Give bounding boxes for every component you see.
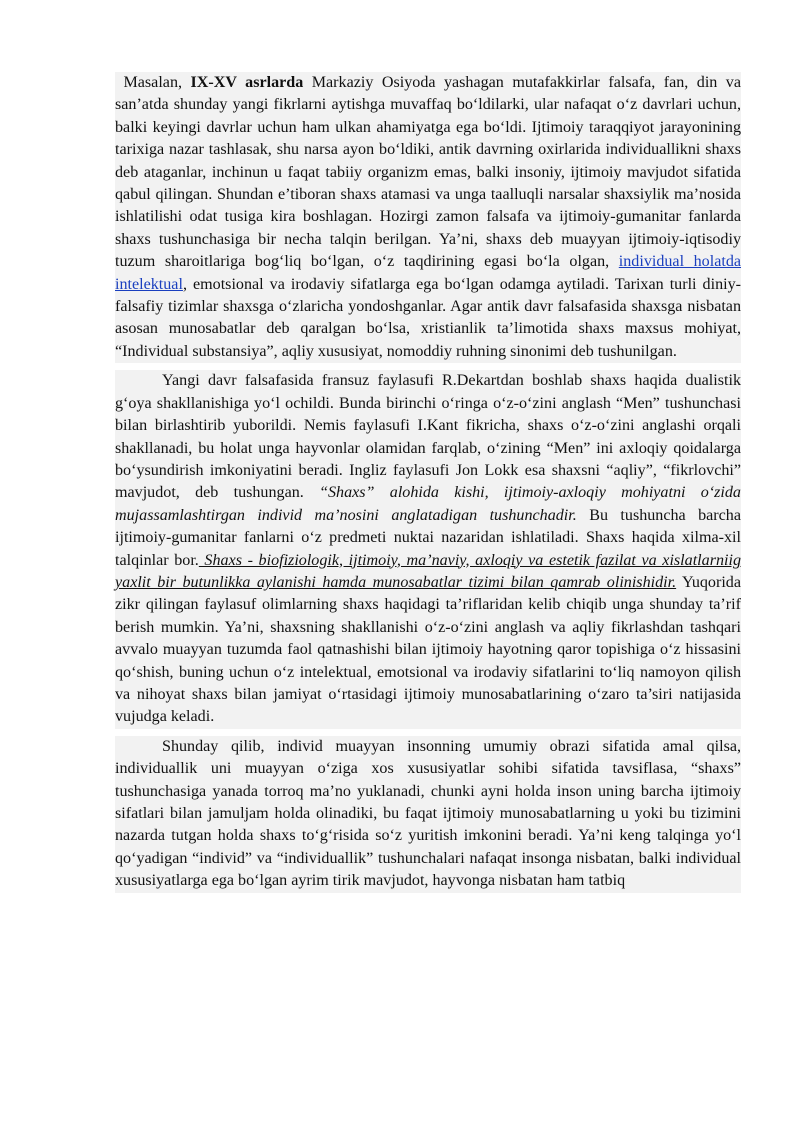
paragraph-2 — [115, 370, 741, 729]
paragraph-2-text-a: Yangi davr falsafasida fransuz faylasufi R.Dekartdan boshlab shaxs haqida dualistik g‘oya shakllanishiga yo‘l ochildi. Bunda birinchi o‘ringa o‘z-o‘zini anglash “Men” tushunchasi bilan birlashtirib yuborildi. Nemis faylasufi I.Kant fikricha, shaxs o‘z-o‘zini anglashi orqali shakllanadi, bu holat unga hayvonlar olamidan farqlab, o‘zining “Men” ini axloqiy qoidalarga bo‘ysundirish imkoniyatini beradi. Ingliz faylasufi Jon Lokk esa shaxsni “aqliy”, “fikrlovchi” mavjudot, deb tushungan. — [115, 372, 741, 502]
document-page — [115, 72, 741, 900]
paragraph-1 — [115, 72, 741, 363]
individual-intellectual-link[interactable]: individual holatda intelektual — [115, 253, 742, 293]
shaxs-italic-definition: “Shaxs” alohida kishi, ijtimoiy-axloqiy mohiyatni o‘zida mujassamlashtirgan individ ma’nosini anglatadigan tushunchadir. — [115, 484, 741, 524]
shaxs-underlined-definition: Shaxs - biofiziologik, ijtimoiy, ma’naviy, axloqiy va estetik fazilat va xislatlarniig yaxlit bir butunlikka aylanishi hamda munosabatlar tizimi bilan qamrab olinishidir. — [115, 551, 741, 591]
paragraph-3-text: Shunday qilib, individ muayyan insonning umumiy obrazi sifatida amal qilsa, individuallik uni muayyan o‘ziga xos xususiyatlar sohibi sifatida tavsiflasa, “shaxs” tushunchasiga yanada torroq ma’no yuklanadi, chunki ayni holda inson uning barcha ijtimoiy sifatlari bilan jamuljam holda olinadiki, bu faqat ijtimoiy munosabatlarning u yoki bu tizimini nazarda tutgan holda shaxs to‘g‘risida so‘z yuritish imkonini beradi. Ya’ni keng talqinga yo‘l qo‘yadigan “individ” va “individuallik” tushunchalari nafaqat insonga nisbatan, balki individual xususiyatlarga ega bo‘lgan ayrim tirik mavjudot, hayvonga nisbatan ham tatbiq — [115, 737, 741, 890]
paragraph-3 — [115, 736, 741, 893]
bold-period: IX-XV asrlarda — [190, 74, 304, 91]
paragraph-1-lead: Masalan, — [115, 74, 191, 91]
paragraph-2-text-c: Yuqorida zikr qilingan faylasuf olimlarning shaxs haqidagi ta’riflaridan kelib chiqib unga shunday ta’rif berish mumkin. Ya’ni, shaxsning shakllanishi o‘z-o‘zini anglash va aqliy fikrlashdan tashqari avvalo muayyan tuzumda faol qatnashishi bilan ijtimoiy hayotning qaror topishiga o‘z hissasini qo‘shish, buning uchun o‘z intelektual, emotsional va irodaviy sifatlarini to‘liq namoyon qilish va nihoyat shaxs bilan jamiyat o‘rtasidagi ijtimoiy munosabatlarining o‘zaro ta’siri natijasida vujudga keladi. — [115, 573, 741, 726]
paragraph-1-text-a: Markaziy Osiyoda yashagan mutafakkirlar falsafa, fan, din va san’atda shunday yangi fikrlarni aytishga muvaffaq bo‘ldilarki, ular nafaqat o‘z davrlari uchun, balki keyingi davrlar uchun ham ulkan ahamiyatga ega bo‘ldi. Ijtimoiy taraqqiyot jarayonining tarixiga nazar tashlasak, shu narsa ayon bo‘ldiki, antik davrning oxirlarida individuallikni shaxs deb ataganlar, inchinun u faqat tabiiy organizm emas, balki insoniy, ijtimoiy mavjudot sifatida qabul qilingan. Shundan e’tiboran shaxs atamasi va unga taalluqli narsalar shaxsiylik ma’nosida ishlatilishi odat tusiga kira boshlagan. Hozirgi zamon falsafa va ijtimoiy-gumanitar fanlarda shaxs tushunchasiga bir necha talqin berilgan. Ya’ni, shaxs deb muayyan ijtimoiy-iqtisodiy tuzum sharoitlariga bog‘liq bo‘lgan, o‘z taqdirining egasi bo‘la olgan, — [115, 74, 741, 271]
paragraph-1-text-b: , emotsional va irodaviy sifatlarga ega bo‘lgan odamga aytiladi. Tarixan turli diniy-falsafiy tizimlar shaxsga o‘zlaricha yondoshganlar. Agar antik davr falsafasida shaxsga nisbatan asosan munosabatlar deb qaralgan bo‘lsa, xristianlik ta’limotida shaxs maxsus mohiyat, “Individual substansiya”, aqliy xususiyat, nomoddiy ruhning sinonimi deb tushunilgan. — [115, 275, 741, 360]
paragraph-2-text-b: Bu tushuncha barcha ijtimoiy-gumanitar fanlarni o‘z predmeti nuktai nazaridan ishlatiladi. Shaxs haqida xilma-xil talqinlar bor. — [115, 506, 741, 569]
